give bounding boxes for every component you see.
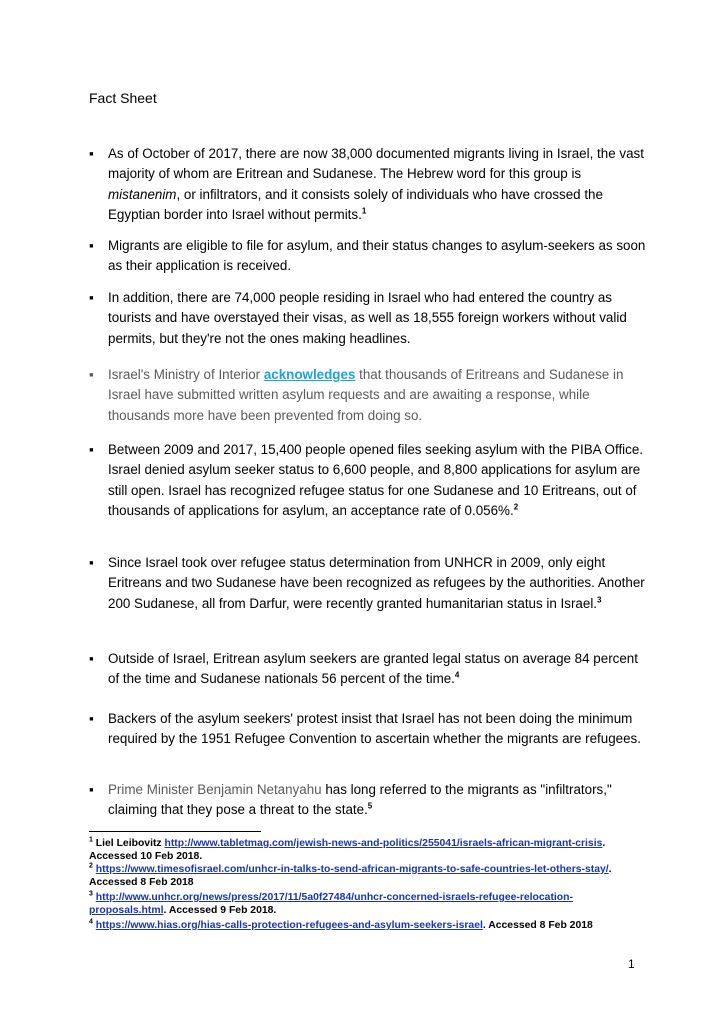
bullet-text: Israel's Ministry of Interior acknowledges that thousands of Eritreans and Sudanese in Israel have submitted written asylum requests and are awaiting a response, while thousands more have been prevented from doing so. xyxy=(108,367,624,423)
bullet-item xyxy=(89,288,649,349)
bullet-text: Backers of the asylum seekers' protest insist that Israel has not been doing the minimum required by the 1951 Refugee Convention to ascertain whether the migrants are refugees. xyxy=(108,711,641,747)
bullet-icon: ▪ xyxy=(89,555,94,570)
bullet-text: In addition, there are 74,000 people residing in Israel who had entered the country as tourists and have overstayed their visas, as well as 18,555 foreign workers without valid permits, but they're not the ones making headlines. xyxy=(108,290,627,346)
footnote-ref[interactable]: 1 xyxy=(361,206,367,216)
footnote-ref[interactable]: 2 xyxy=(513,502,519,512)
bullet-text: Migrants are eligible to file for asylum, and their status changes to asylum-seekers as soon as their application is received. xyxy=(108,238,646,274)
bullet-item xyxy=(89,440,649,522)
bullet-item xyxy=(89,780,649,821)
bullet-icon: ▪ xyxy=(89,442,94,457)
footnote: $^2$ https://www.timesofisrael.com/unhcr-in-talks-to-send-african-migrants-to-safe-countries-let-others-stay/. Accessed 8 Feb 2018 xyxy=(89,862,612,888)
bullet-text: Outside of Israel, Eritrean asylum seekers are granted legal status on average 84 percent of the time and Sudanese nationals 56 percent of the time.$^4$ xyxy=(108,651,638,687)
footnote-number: 4 xyxy=(89,918,93,926)
footnote-ref[interactable]: 4 xyxy=(454,670,460,680)
bullet-icon: ▪ xyxy=(89,146,94,161)
footnote: $^1$ Liel Leibovitz http://www.tabletmag.com/jewish-news-and-politics/255041/israels-african-migrant-crisis. Accessed 10 Feb 2018. xyxy=(89,836,606,862)
bullet-text: Since Israel took over refugee status determination from UNHCR in 2009, only eight Eritreans and two Sudanese have been recognized as refugees by the authorities. Another 200 Sudanese, all from Darfur, were recently granted humanitarian status in Israel.$^3$ xyxy=(108,555,645,611)
bullet-icon: ▪ xyxy=(89,367,94,382)
page-title: Fact Sheet xyxy=(89,90,157,106)
bullet-item xyxy=(89,144,649,226)
bullet-icon: ▪ xyxy=(89,238,94,253)
footnote: $^4$ https://www.hias.org/hias-calls-protection-refugees-and-asylum-seekers-israel. Accessed 8 Feb 2018 xyxy=(89,918,593,931)
page-number: 1 xyxy=(628,957,635,971)
netanyahu-text: Prime Minister Benjamin Netanyahu xyxy=(108,782,322,797)
footnote-ref[interactable]: 5 xyxy=(367,801,373,811)
bullet-item xyxy=(89,365,649,426)
bullet-item xyxy=(89,709,649,750)
acknowledges-link[interactable]: acknowledges xyxy=(263,367,356,382)
bullet-icon: ▪ xyxy=(89,782,94,797)
bullet-item xyxy=(89,236,649,277)
bullet-icon: ▪ xyxy=(89,290,94,305)
bullet-item xyxy=(89,553,649,614)
footnote-ref[interactable]: 3 xyxy=(597,595,602,605)
bullet-text: Between 2009 and 2017, 15,400 people opened files seeking asylum with the PIBA Office. Israel denied asylum seeker status to 6,600 people, and 8,800 applications for asylum are still open. Israel has recognized refugee status for one Sudanese and 10 Eritreans, out of thousands of applications for asylum, an acceptance rate of 0.056%.$^2$ xyxy=(108,442,644,519)
footnote-link[interactable]: http://www.tabletmag.com/jewish-news-and-politics/255041/israels-african-migrant-crisis xyxy=(164,838,603,849)
bullet-text: Prime Minister Benjamin Netanyahu has long referred to the migrants as "infiltrators," claiming that they pose a threat to the state.$^5$ xyxy=(108,782,612,818)
footnote-link[interactable]: https://www.hias.org/hias-calls-protection-refugees-and-asylum-seekers-israel xyxy=(95,920,483,931)
footnote: $^3$ http://www.unhcr.org/news/press/2017/11/5a0f27484/unhcr-concerned-israels-refugee-relocation-proposals.html. Accessed 9 Feb 2018. xyxy=(89,890,573,916)
bullet-text: As of October of 2017, there are now 38,000 documented migrants living in Israel, the vast majority of whom are Eritrean and Sudanese. The Hebrew word for this group is mistanenim, or infiltrators, and it consists solely of individuals who have crossed the Egyptian border into Israel without permits.$^1$ xyxy=(108,146,644,223)
footnote-number: 3 xyxy=(89,890,93,898)
bullet-item xyxy=(89,649,649,690)
emphasis-term: mistanenim xyxy=(108,186,177,202)
footnote-number: 2 xyxy=(89,862,93,870)
footnote-number: 1 xyxy=(89,836,93,844)
footnote-link[interactable]: https://www.timesofisrael.com/unhcr-in-talks-to-send-african-migrants-to-safe-countries-let-others-stay/ xyxy=(95,864,609,875)
bullet-icon: ▪ xyxy=(89,651,94,666)
bullet-icon: ▪ xyxy=(89,711,94,726)
footnote-divider xyxy=(89,831,261,832)
footnote-link[interactable]: http://www.unhcr.org/news/press/2017/11/5a0f27484/unhcr-concerned-israels-refugee-relocation-proposals.html xyxy=(89,892,573,916)
